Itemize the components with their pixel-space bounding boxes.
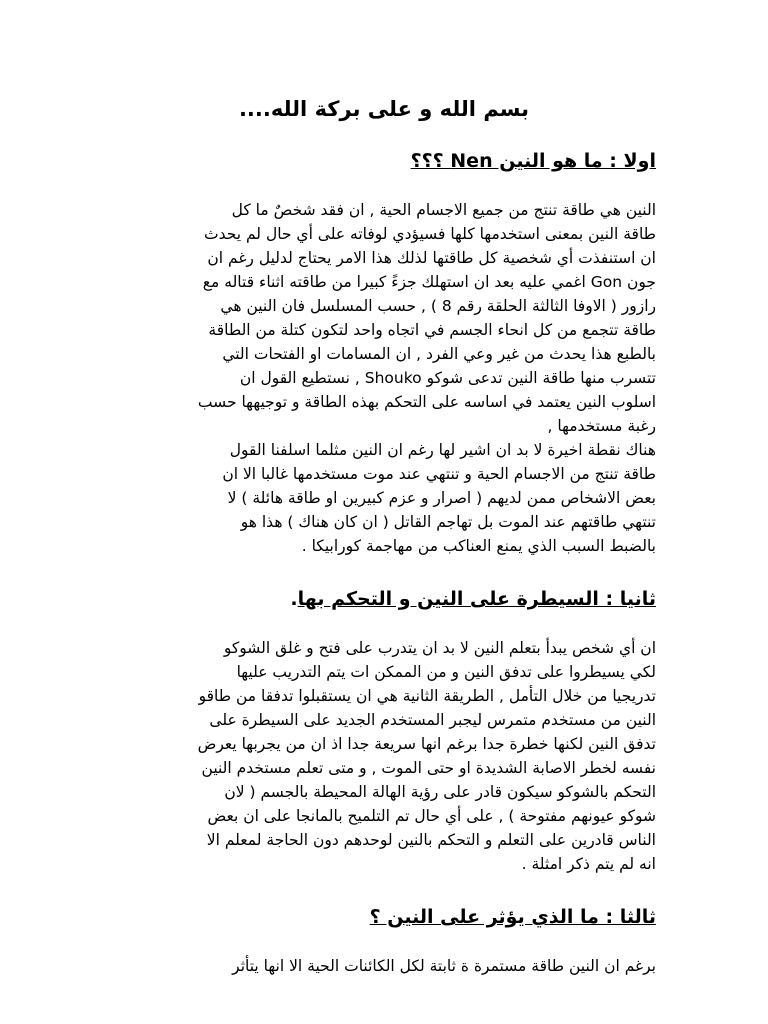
text-line: رازور ( الاوفا الثالثة الحلقة رقم 8 ) , حسب المسلسل فان النين هي: [220, 297, 656, 315]
text-line: شوكو عيونهم مفتوحة ) , على أي حال تم التلميح بالمانجا على ان بعض: [207, 807, 656, 825]
text-line: رغبة مستخدمها ,: [547, 417, 656, 435]
text-line: نفسه لخطر الاصابة الشديدة او حتى الموت , و متى تعلم مستخدم النين: [201, 759, 656, 777]
text-line: جون Gon اغمي عليه بعد ان استهلك جزءً كبيرا من طاقته اثناء قتاله مع: [202, 273, 656, 291]
section-heading-text: ثالثا : ما الذي يؤثر على النين ؟: [369, 906, 656, 928]
text-line: ان استنفذت أي شخصية كل طاقتها لذلك هذا الامر يحتاج لدليل رغم ان: [207, 249, 656, 267]
section-heading-text: ثانيا : السيطرة على النين و التحكم بها: [297, 588, 656, 610]
section-heading-what-is-nen: [112, 146, 656, 176]
text-line: برغم ان النين طاقة مستمرة ة ثابتة لكل الكائنات الحية الا انها يتأثر: [232, 957, 656, 975]
paragraph: [112, 954, 656, 978]
text-line: طاقة تنتج من الاجسام الحية و تنتهي عند موت مستخدمها غالبا الا ان: [222, 465, 656, 483]
section-heading-suffix: .: [290, 588, 298, 610]
section-heading-control-nen: [112, 584, 656, 614]
text-line: التحكم بالشوكو سيكون قادر على رؤية الهالة المحيطة بالجسم ( لان: [224, 783, 656, 801]
section-heading-what-affects-nen: [112, 902, 656, 932]
text-line: بعض الاشخاص ممن لديهم ( اصرار و عزم كبيرين او طاقة هائلة ) لا: [227, 489, 656, 507]
text-line: النين من مستخدم متمرس ليجبر المستخدم الجديد على السيطرة على: [209, 711, 656, 729]
text-line: بالطبع هذا يحدث من غير وعي الفرد , ان المسامات او الفتحات التي: [222, 345, 656, 363]
text-line: اسلوب النين يعتمد في اساسه على التحكم بهذه الطاقة و توجيهها حسب: [197, 393, 656, 411]
text-line: النين هي طاقة تنتج من جميع الاجسام الحية , ان فقد شخصٌ ما كل: [231, 201, 656, 219]
text-line: ان أي شخص يبدأ بتعلم النين لا بد ان يتدرب على فتح و غلق الشوكو: [223, 639, 656, 657]
text-line: تنتهي طاقتهم عند الموت بل تهاجم القاتل ( ان كان هناك ) هذا هو: [240, 513, 656, 531]
document-title: بسم الله و على بركة الله....: [238, 97, 530, 121]
text-line: لكي يسيطروا على تدفق النين و من الممكن ات يتم التدريب عليها: [236, 663, 656, 681]
section-heading-text: اولا : ما هو النين Nen ؟؟؟: [410, 150, 656, 172]
text-line: تتسرب منها طاقة النين تدعى شوكو Shouko , نستطيع القول ان: [239, 369, 656, 387]
text-line: تدفق النين لكنها خطرة جدا برغم انها سريعة جدا اذ ان من يجربها يعرض: [197, 735, 656, 753]
text-line: الناس قادرين على التعلم و التحكم بالنين لوحدهم دون الحاجة لمعلم الا: [206, 831, 656, 849]
text-line: انه لم يتم ذكر امثلة .: [521, 855, 656, 873]
paragraph: [112, 198, 656, 438]
text-line: هناك نقطة اخيرة لا بد ان اشير لها رغم ان النين مثلما اسلفنا القول: [229, 441, 656, 459]
paragraph: [112, 438, 656, 558]
text-line: تدريجيا من خلال التأمل , الطريقة الثانية هي ان يستقبلوا تدفقا من طاقو: [198, 687, 656, 705]
text-line: طاقة تتجمع من كل انحاء الجسم في اتجاه واحد لتكون كتلة من الطاقة: [208, 321, 656, 339]
text-line: طاقة النين بمعنى استخدمها كلها فسيؤدي لوفاته على أي حال لم يحدث: [204, 225, 656, 243]
paragraph: [112, 636, 656, 876]
text-line: بالضبط السبب الذي يمنع العناكب من مهاجمة كورابيكا .: [301, 537, 656, 555]
